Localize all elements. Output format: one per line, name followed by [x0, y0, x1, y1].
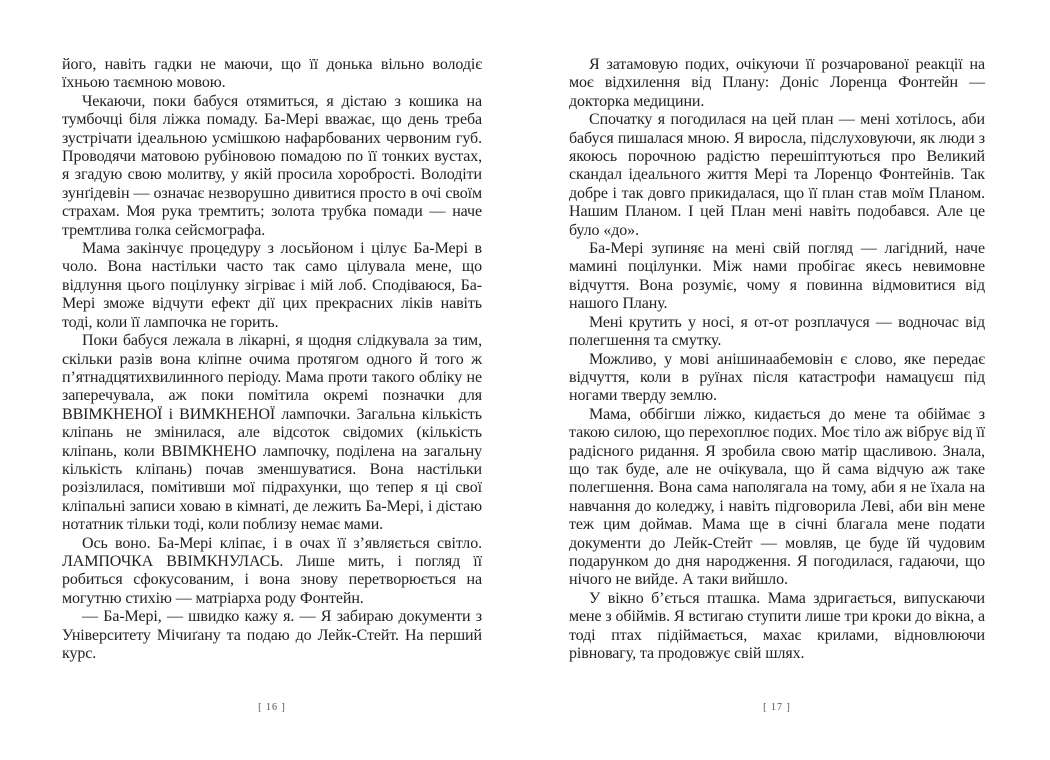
paragraph: Мама, оббігши ліжко, кидається до мене та обіймає з такою силою, що перехоплює подих. Моє тіло аж вібрує від її радісного ридання. Я зробила свою матір щасливою. Знала, що так буде, але не очікувала, що й сама відчую аж таке полегшення. Вона сама наполягала на тому, аби я не їхала на навчання до коледжу, і навіть підговорила Леві, аби він мене теж цим доймав. Мама ще в січні благала мене подати документи до Лейк-Стейт — мовляв, це буде їй чудовим подарунком до дня народження. Я погодилася, гадаючи, що нічого не вийде. А таки вийшло.: [569, 405, 985, 589]
paragraph: Мама закінчує процедуру з лосьйоном і цілує Ба-Мері в чоло. Вона настільки часто так само цілувала мене, що відлуння цього поцілунку зігріває і мій лоб. Сподіваюся, Ба-Мері зможе відчути ефект дії цих прекрасних ліків навіть тоді, коли її лампочка не горить.: [62, 240, 482, 331]
page-number-left: [ 16 ]: [258, 702, 286, 713]
paragraph: його, навіть гадки не маючи, що її донька вільно володіє їхньою таємною мовою.: [62, 56, 482, 92]
paragraph: — Ба-Мері, — швидко кажу я. — Я забираю документи з Університету Мічиґану та подаю до Лейк-Стейт. На перший курс.: [62, 608, 482, 662]
book-page-left: [62, 56, 482, 663]
paragraph: Мені крутить у носі, я от-от розплачуся — водночас від полегшення та смутку.: [569, 313, 985, 350]
page-number-right: [ 17 ]: [763, 702, 791, 713]
paragraph: Можливо, у мові анішинаабемовін є слово, яке передає відчуття, коли в руїнах після катастрофи намацуєш під ногами тверду землю.: [569, 350, 985, 405]
paragraph: Ось воно. Ба-Мері кліпає, і в очах її з’являється світло. ЛАМПОЧКА ВВІМКНУЛАСЬ. Лише мить, і погляд її робиться сфокусованим, і вона знову перетворюється на могутню стихію — матріарха роду Фонтейн.: [62, 534, 482, 607]
paragraph: Поки бабуся лежала в лікарні, я щодня слідкувала за тим, скільки разів вона кліпне очима протягом одного й того ж п’ятнадцятихвилинного періоду. Мама проти такого обліку не заперечувала, аж поки помітила окремі позначки для ВВІМКНЕНОЇ і ВИМКНЕНОЇ лампочки. Загальна кількість кліпань не змінилася, але відсоток свідомих (кількість кліпань, коли ВВІМКНЕНО лампочку, поділена на загальну кількість кліпань) почав зменшуватися. Вона настільки розізлилася, помітивши мої підрахунки, що тепер я ці свої кліпальні записи ховаю в кімнаті, де лежить Ба-Мері, і дістаю нотатник тільки тоді, коли поблизу немає мами.: [62, 332, 482, 534]
paragraph: Ба-Мері зупиняє на мені свій погляд — лагідний, наче мамині поцілунки. Між нами пробігає якесь невимовне відчуття. Вона розуміє, чому я повинна відмовитися від нашого Плану.: [569, 240, 985, 313]
paragraph: Спочатку я погодилася на цей план — мені хотілось, аби бабуся пишалася мною. Я виросла, підслуховуючи, як люди з якоюсь порочною радістю перешіптуються про Великий скандал ідеального життя Мері та Лоренцо Фонтейнів. Так добре і так довго прикидалася, що її план став моїм Планом. Нашим Планом. І цей План мені навіть подобався. Але це було «до».: [569, 111, 985, 239]
paragraph: Чекаючи, поки бабуся отямиться, я дістаю з кошика на тумбочці біля ліжка помаду. Ба-Мері вважає, що день треба зустрічати ідеальною усмішкою нафарбованих червоним губ. Проводячи матовою рубіновою помадою по її тонких вустах, я згадую свою молитву, у якій просила хоробрості. Володіти зунґідевін — означає незворушно дивитися просто в очі своїм страхам. Моя рука тремтить; золота трубка помади — наче тремтлива голка сейсмографа.: [62, 92, 482, 239]
book-page-right: [569, 56, 985, 663]
paragraph: Я затамовую подих, очікуючи її розчарованої реакції на моє відхилення від Плану: Доніс Лоренца Фонтейн — докторка медицини.: [569, 56, 985, 110]
paragraph: У вікно б’ється пташка. Мама здригається, випускаючи мене з обіймів. Я встигаю ступити лише три кроки до вікна, а тоді птах підіймається, махає крилами, відновлюючи рівновагу, та продовжує свій шлях.: [569, 589, 985, 662]
